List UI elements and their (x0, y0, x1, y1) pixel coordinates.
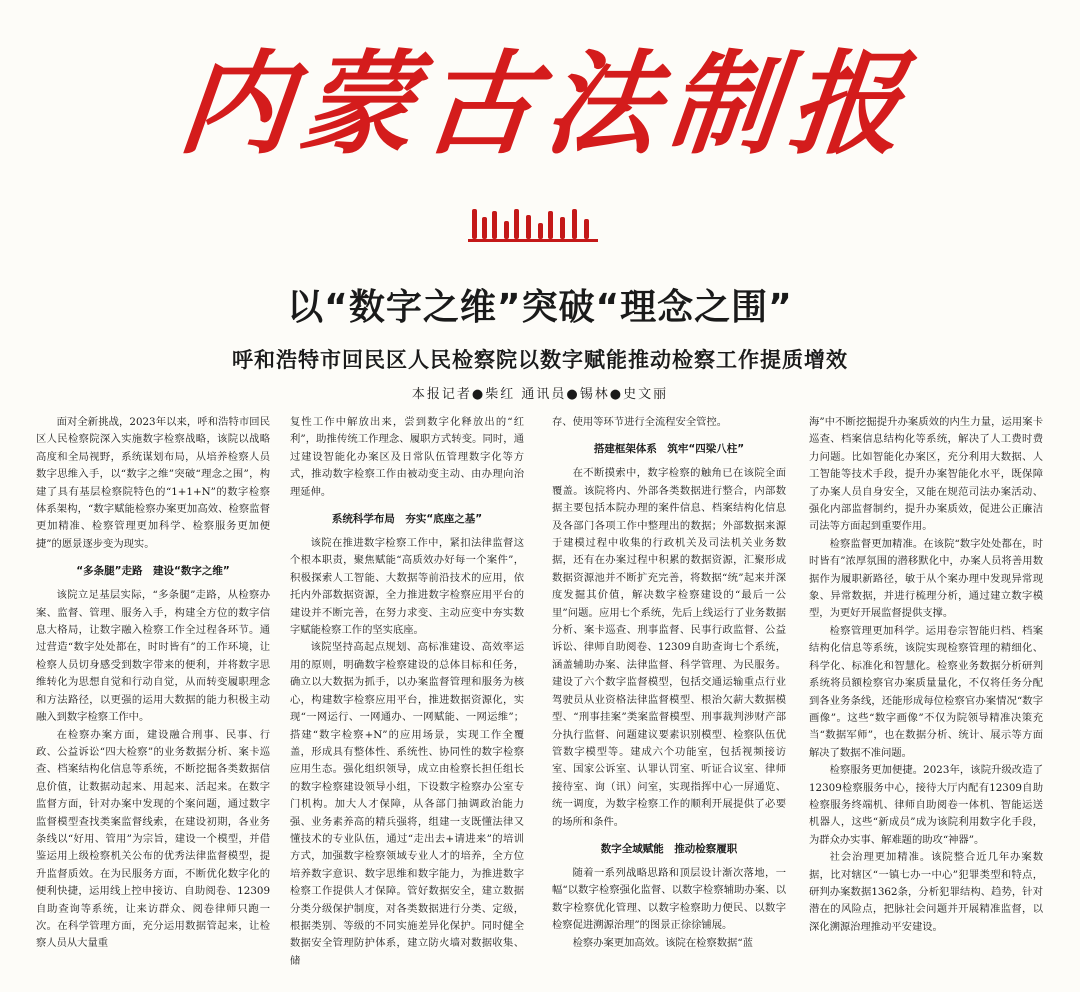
paragraph: 存、使用等环节进行全流程安全管控。 (552, 416, 728, 428)
paragraph: 复性工作中解放出来，尝到数字化释放出的“红利”，助推传统工作理念、履职方式转变。同时，通过建设智能化办案区及日常队伍管理数字化等方式，推动数字检察工作由被动变主动、由办理向治理延伸。 (290, 416, 524, 498)
paragraph: 该院坚持高起点规划、高标准建设、高效率运用的原则，明确数字检察建设的总体目标和任务，确立以大数据为抓手，以办案监督管理和服务为核心，构建数字检察应用平台，推进数据资源化，实现“一网运行、一网通办、一网赋能、一网运维”；搭建“数字检察+N”的应用场景，实现工作全覆盖，形成具有整体性、系统性、协同性的数字检察应用生态。强化组织领导，成立由检察长担任组长的数字检察建设领导小组，下设数字检察办公室专门机构。加大人才保障，从各部门抽调政治能力强、业务素养高的精兵强将，组建一支既懂法律又懂技术的专业队伍，通过“走出去+请进来”的培训方式，加强数字检察领域专业人才的培养，全方位培养数字意识、数字思维和数字能力，为推进数字检察工作提供人才保障。管好数据安全，建立数据分类分级保护制度，对各类数据进行分类、定级，根据类别、等级的不同实施差异化保护。同时健全数据安全管理防护体系，建立防火墙对数据收集、储 (290, 641, 524, 967)
section-heading: “多条腿”走路 建设“数字之维” (76, 565, 230, 578)
section-heading: 搭建框架体系 筑牢“四梁八柱” (593, 443, 745, 456)
paragraph: 检察监督更加精准。在该院“数字处处都在，时时皆有”浓厚氛围的潜移默化中，办案人员将善用数据作为履职新路径，敏于从个案办理中发现异常现象、异常数据，并进行梳理分析，通过建立数字模型，为更好开展监督提供支撑。 (809, 537, 1043, 620)
title-char: 法 (539, 39, 663, 170)
paragraph: 检察办案更加高效。该院在检察数据“蓝 (572, 936, 753, 949)
title-char: 内 (173, 39, 297, 170)
paragraph: 随着一系列战略思路和顶层设计渐次落地，一幅“以数字检察强化监督、以数字检察辅助办案、以数字检察优化管理、以数字检察助力便民、以数字检察促进溯源治理”的图景正徐徐铺展。 (552, 866, 786, 932)
paragraph: 面对全新挑战，2023年以来，呼和浩特市回民区人民检察院深入实施数字检察战略，该院以战略高度和全局视野，系统谋划布局，从培养检察人员数字思维入手，以“数字之维”突破“理念之围”，构建了具有基层检察院特色的“1+1+N”的数字检察体系架构，“数字赋能检察办案更加高效、检察监督更加精准、检察管理更加科学、检察服务更加便捷”的愿景逐步变为现实。 (36, 416, 270, 550)
title-char: 古 (417, 39, 541, 170)
article-byline: 本报记者●柴红 通讯员●锡林●史文丽 (411, 387, 669, 402)
paragraph: 检察服务更加便捷。2023年，该院升级改造了12309检察服务中心，接待大厅内配有12309自助检察服务终端机、律师自助阅卷一体机、智能运送机器人，这些“新成员”成为该院利用数字化手段，为群众办实事、解难题的助攻“神器”。 (809, 764, 1043, 846)
newspaper-title (172, 30, 908, 180)
paragraph: 社会治理更加精准。该院整合近几年办案数据，比对辖区“一镇七办一中心”犯罪类型和特点，研判办案数据1362条，分析犯罪结构、趋势，针对潜在的风险点，把脉社会问题并开展精准监督，以深化溯源治理推动平安建设。 (809, 851, 1043, 933)
title-char: 制 (661, 39, 785, 170)
article-column-4 (809, 414, 1043, 986)
title-char: 报 (783, 39, 907, 170)
paragraph: 该院立足基层实际，“多条腿”走路，从检察办案、监督、管理、服务入手，构建全方位的数字信息大格局，让数字融入检察工作全过程各环节。通过营造“数字处处都在，时时皆有”的工作环境，让检察人员切身感受到数字带来的便利，并将数字思维转化为思想自觉和行动自觉，从而转变履职理念和方法路径，以更强的运用大数据的能力积极主动融入到数字检察工作中。 (36, 589, 270, 724)
article-subheadline: 呼和浩特市回民区人民检察院以数字赋能推动检察工作提质增效 (232, 348, 848, 372)
article-column-2 (290, 414, 524, 986)
paragraph: 在不断摸索中，数字检察的触角已在该院全面覆盖。该院将内、外部各类数据进行整合，内部数据主要包括本院办理的案件信息、档案结构化信息及各部门各项工作中整理出的数据；外部数据来源于建模过程中收集的行政机关及司法机关业务数据，还有在办案过程中积累的数据资源，汇聚形成数据资源池并不断扩充完善，将数据“统”起来并深度发掘其价值，解决数字检察建设的“最后一公里”问题。应用七个系统，先后上线运行了业务数据分析、案卡巡查、刑事监督、民事行政监督、公益诉讼、律师自助阅卷、12309自助查询七个系统，涵盖辅助办案、法律监督、科学管理、为民服务。建设了六个数字监督模型，包括交通运输重点行业驾驶员从业资格法律监督模型、根治欠薪大数据模型、“刑事挂案”类案监督模型、刑事裁判涉财产部分执行监督、问题建议要素识别模型、检察队伍优管数字模型等。建成六个功能室，包括视频接访室、国家公诉室、认罪认罚室、听证合议室、律师接待室、询（讯）问室，实现指挥中心一屏通览、统一调度，为数字检察工作的顺利开展提供了必要的场所和条件。 (552, 467, 786, 828)
mongolian-script-logo (468, 205, 598, 242)
section-heading: 系统科学布局 夯实“底座之基” (331, 513, 483, 526)
paragraph: 海”中不断挖掘提升办案质效的内生力量，运用案卡巡查、档案信息结构化等系统，解决了人工费时费力问题。比如智能化办案区，充分利用大数据、人工智能等技术手段，提升办案智能化水平，既保障了办案人员自身安全，又能在规范司法办案活动、强化内部监督制约，提升办案质效，促进公正廉洁司法等方面起到重要作用。 (809, 416, 1043, 533)
paragraph: 该院在推进数字检察工作中，紧扣法律监督这个根本职责，聚焦赋能“高质效办好每一个案件”，积极探索人工智能、大数据等前沿技术的应用，依托内外部数据资源，全力推进数字检察应用平台的建设并不断完善，在努力求变、主动应变中夯实数字赋能检察工作的坚实底座。 (290, 537, 524, 637)
title-char: 蒙 (295, 39, 419, 170)
paragraph: 检察管理更加科学。运用卷宗智能归档、档案结构化信息等系统，该院实现检察管理的精细化、科学化、标准化和智慧化。检察业务数据分析研判系统将员额检察官办案质量量化，不仅将任务分配到各业务条线，还能形成每位检察官办案情况“数字画像”。这些“数字画像”不仅为院领导精准决策充当“数据军师”，也在数据分析、统计、展示等方面解决了数据不准问题。 (809, 624, 1043, 759)
section-heading: 数字全域赋能 推动检察履职 (600, 842, 738, 855)
article-column-3 (552, 414, 786, 986)
article-column-1 (36, 414, 270, 986)
paragraph: 在检察办案方面，建设融合刑事、民事、行政、公益诉讼“四大检察”的业务数据分析、案卡巡查、档案结构化信息等系统，不断挖掘各类数据信息价值，让数据动起来、用起来、活起来。在数字监督方面，针对办案中发现的个案问题，通过数字监督模型查找类案监督线索，在建设初期，各业务条线以“好用、管用”为宗旨，建设一个模型，并借鉴运用上级检察机关公布的优秀法律监督模型，提升监督质效。在为民服务方面，不断优化数字化的便利快捷，运用线上控申接访、自助阅卷、12309自助查询等系统，让来访群众、阅卷律师只跑一次。在科学管理方面，充分运用数据管起来，让检察人员从大量重 (36, 728, 270, 950)
article-headline: 以“数字之维”突破“理念之围” (287, 287, 793, 328)
masthead (0, 0, 1080, 262)
